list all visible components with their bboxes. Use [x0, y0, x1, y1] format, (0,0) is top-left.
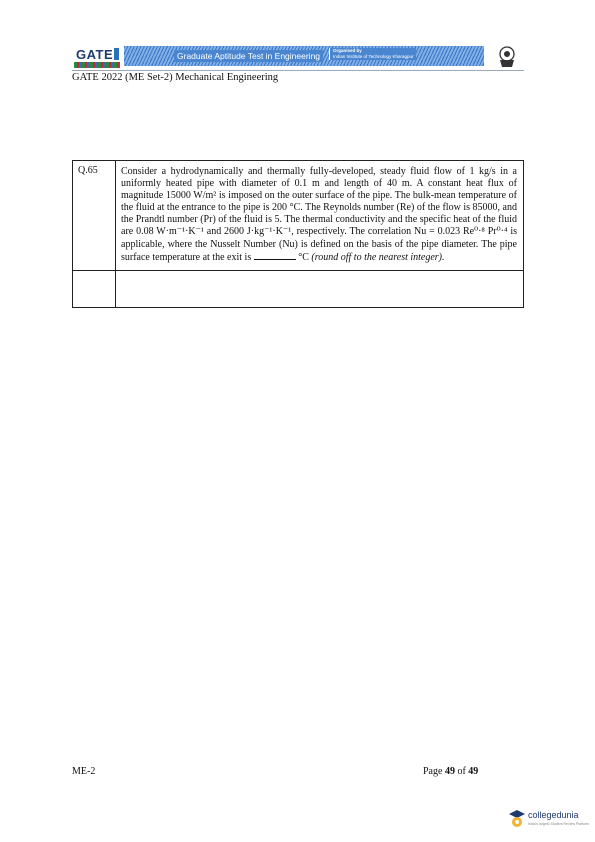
brand-name: collegedunia [528, 810, 579, 820]
answer-blank [254, 251, 296, 260]
header-banner [124, 46, 484, 66]
gate-logo-text: GATE [76, 47, 114, 62]
question-row [73, 161, 524, 271]
iit-emblem-icon [497, 46, 517, 68]
question-text [116, 161, 524, 271]
answer-row [73, 270, 524, 307]
question-table [72, 160, 524, 308]
page-current: 49 [444, 766, 455, 777]
organizer-name: Indian Institute of Technology Kharagpur [333, 54, 414, 59]
page-title: GATE 2022 (ME Set-2) Mechanical Engineering [72, 72, 279, 83]
answer-instruction: (round off to the nearest integer). [311, 251, 445, 263]
organized-by-label: Organised by [333, 48, 362, 53]
page-total: 49 [468, 766, 479, 777]
collegedunia-logo [508, 807, 588, 831]
banner-title: Graduate Aptitude Test in Engineering [174, 50, 323, 62]
header-divider [72, 70, 524, 71]
graduate-cap-icon [508, 809, 526, 829]
answer-row-content-cell [116, 270, 524, 307]
brand-tagline: India's largest Student Review Platform [528, 822, 589, 826]
question-number: Q.65 [73, 161, 116, 271]
answer-unit: °C [298, 251, 309, 263]
organizer-info [329, 48, 416, 60]
paper-code: ME-2 [72, 766, 96, 777]
page-label: Page [423, 766, 443, 777]
answer-row-number-cell [73, 270, 116, 307]
page-of: of [457, 766, 466, 777]
page-number [423, 766, 478, 777]
gate-logo [74, 47, 120, 69]
question-body: Consider a hydrodynamically and thermally fully-developed, steady fluid flow of 1 kg/s in a uniformly heated pipe with diameter of 0.1 m and length of 40 m. A constant heat flux of magnitude 15000 W/m² is imposed on the outer surface of the pipe. The bulk-mean temperature of the fluid at the entrance to the pipe is 200 °C. The Reynolds number (Re) of the flow is 85000, and the Prandtl number (Pr) of the fluid is 5. The thermal conductivity and the specific heat of the fluid are 0.08 W·m⁻¹·K⁻¹ and 2600 J·kg⁻¹·K⁻¹, respectively. The correlation Nu = 0.023 Re⁰·⁸ Pr⁰·⁴ is applicable, where the Nusselt Number (Nu) is defined on the basis of the pipe diameter. The pipe surface temperature at the exit is [121, 166, 517, 263]
